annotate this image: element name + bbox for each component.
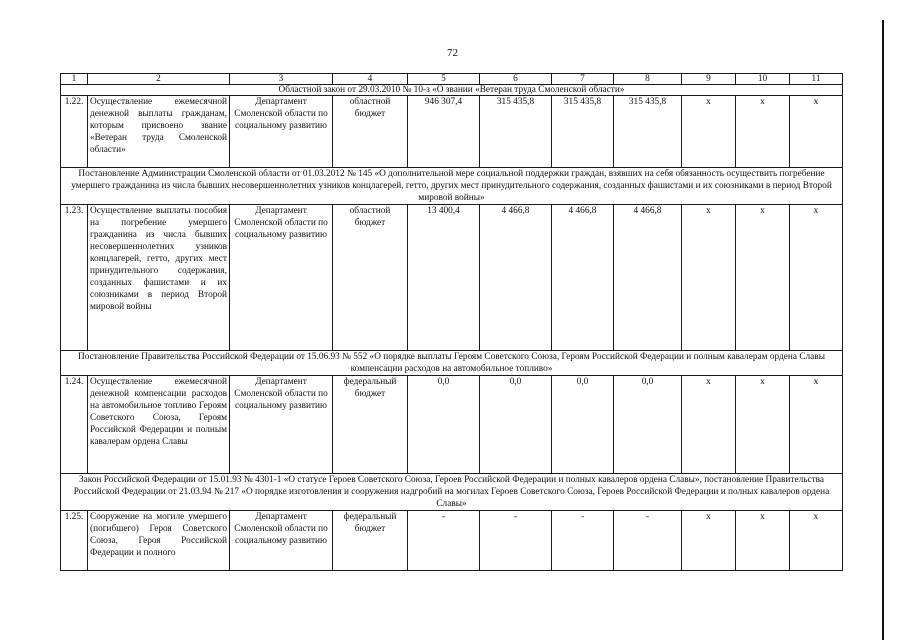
row-number: 1.24. xyxy=(61,376,88,474)
indicator-cell: x xyxy=(682,376,736,474)
indicator-cell: x xyxy=(682,96,736,168)
measure-description: Осуществление ежемесячной денежной выплаты гражданам, которым присвоено звание «Ветеран труда Смоленской области» xyxy=(88,96,230,168)
amount-year-2: - xyxy=(552,511,614,571)
amount-year-3: 0,0 xyxy=(614,376,682,474)
table-row xyxy=(61,96,843,168)
total-amount: 13 400,4 xyxy=(408,205,480,351)
section-heading: Постановление Администрации Смоленской области от 01.03.2012 № 145 «О дополнительной мере социальной поддержки граждан, взявших на себя обязанность осуществить погребение умершего гражданина из числа бывших несовершеннолетних узников концлагерей, гетто, других мест принудительного содержания, созданных фашистами и их союзниками в период Второй мировой войны» xyxy=(61,168,843,205)
column-number: 7 xyxy=(552,74,614,85)
measure-description: Осуществление выплаты пособия на погребение умершего гражданина из числа бывших несовершеннолетних узников концлагерей, гетто, других мест принудительного содержания, созданных фашистами и их союзниками в период Второй мировой войны xyxy=(88,205,230,351)
amount-year-2: 0,0 xyxy=(552,376,614,474)
amount-year-1: 4 466,8 xyxy=(480,205,552,351)
total-amount: - xyxy=(408,511,480,571)
executor: Департамент Смоленской области по социальному развитию xyxy=(230,205,333,351)
column-number: 10 xyxy=(736,74,790,85)
section-heading-row xyxy=(61,85,843,96)
indicator-cell: x xyxy=(790,511,843,571)
amount-year-3: 4 466,8 xyxy=(614,205,682,351)
row-number: 1.23. xyxy=(61,205,88,351)
section-heading-row xyxy=(61,474,843,511)
column-number-row xyxy=(61,74,843,85)
column-number: 3 xyxy=(230,74,333,85)
row-number: 1.22. xyxy=(61,96,88,168)
measure-description: Сооружение на могиле умершего (погибшего) Героя Советского Союза, Героя Российской Федерации и полного xyxy=(88,511,230,571)
amount-year-1: 0,0 xyxy=(480,376,552,474)
amount-year-3: 315 435,8 xyxy=(614,96,682,168)
amount-year-3: - xyxy=(614,511,682,571)
total-amount: 0,0 xyxy=(408,376,480,474)
amount-year-1: 315 435,8 xyxy=(480,96,552,168)
total-amount: 946 307,4 xyxy=(408,96,480,168)
program-table xyxy=(60,73,843,571)
column-number: 1 xyxy=(61,74,88,85)
column-number: 6 xyxy=(480,74,552,85)
section-heading: Закон Российской Федерации от 15.01.93 № 4301-1 «О статусе Героев Советского Союза, Героев Российской Федерации и полных кавалеров ордена Славы», постановление Правительства Российской Федерации от 21.03.94 № 217 «О порядке изготовления и сооружения надгробий на могилах Героев Советского Союза, Героев Российской Федерации и полных кавалеров ордена Славы» xyxy=(61,474,843,511)
funding-source: областной бюджет xyxy=(333,205,408,351)
section-heading: Постановление Правительства Российской Федерации от 15.06.93 № 552 «О порядке выплаты Героям Советского Союза, Героям Российской Федерации и полным кавалерам ордена Славы компенсации расходов на автомобильное топливо» xyxy=(61,351,843,376)
funding-source: областной бюджет xyxy=(333,96,408,168)
indicator-cell: x xyxy=(682,205,736,351)
measure-description: Осуществление ежемесячной денежной компенсации расходов на автомобильное топливо Героям Советского Союза, Героям Российской Федерации и полным кавалерам ордена Славы xyxy=(88,376,230,474)
indicator-cell: x xyxy=(736,511,790,571)
amount-year-2: 4 466,8 xyxy=(552,205,614,351)
funding-source: федеральный бюджет xyxy=(333,511,408,571)
column-number: 2 xyxy=(88,74,230,85)
section-heading-row xyxy=(61,351,843,376)
indicator-cell: x xyxy=(790,205,843,351)
indicator-cell: x xyxy=(790,376,843,474)
row-number: 1.25. xyxy=(61,511,88,571)
section-heading-row xyxy=(61,168,843,205)
column-number: 11 xyxy=(790,74,843,85)
column-number: 4 xyxy=(333,74,408,85)
column-number: 8 xyxy=(614,74,682,85)
indicator-cell: x xyxy=(736,96,790,168)
executor: Департамент Смоленской области по социальному развитию xyxy=(230,96,333,168)
table-row xyxy=(61,205,843,351)
table-row xyxy=(61,511,843,571)
amount-year-1: - xyxy=(480,511,552,571)
executor: Департамент Смоленской области по социальному развитию xyxy=(230,511,333,571)
section-heading: Областной закон от 29.03.2010 № 10-з «О звании «Ветеран труда Смоленской области» xyxy=(61,85,843,96)
page-number: 72 xyxy=(447,47,458,59)
indicator-cell: x xyxy=(736,205,790,351)
amount-year-2: 315 435,8 xyxy=(552,96,614,168)
indicator-cell: x xyxy=(736,376,790,474)
funding-source: федеральный бюджет xyxy=(333,376,408,474)
indicator-cell: x xyxy=(790,96,843,168)
column-number: 5 xyxy=(408,74,480,85)
column-number: 9 xyxy=(682,74,736,85)
table-row xyxy=(61,376,843,474)
executor: Департамент Смоленской области по социальному развитию xyxy=(230,376,333,474)
margin-rule xyxy=(882,20,884,640)
indicator-cell: x xyxy=(682,511,736,571)
